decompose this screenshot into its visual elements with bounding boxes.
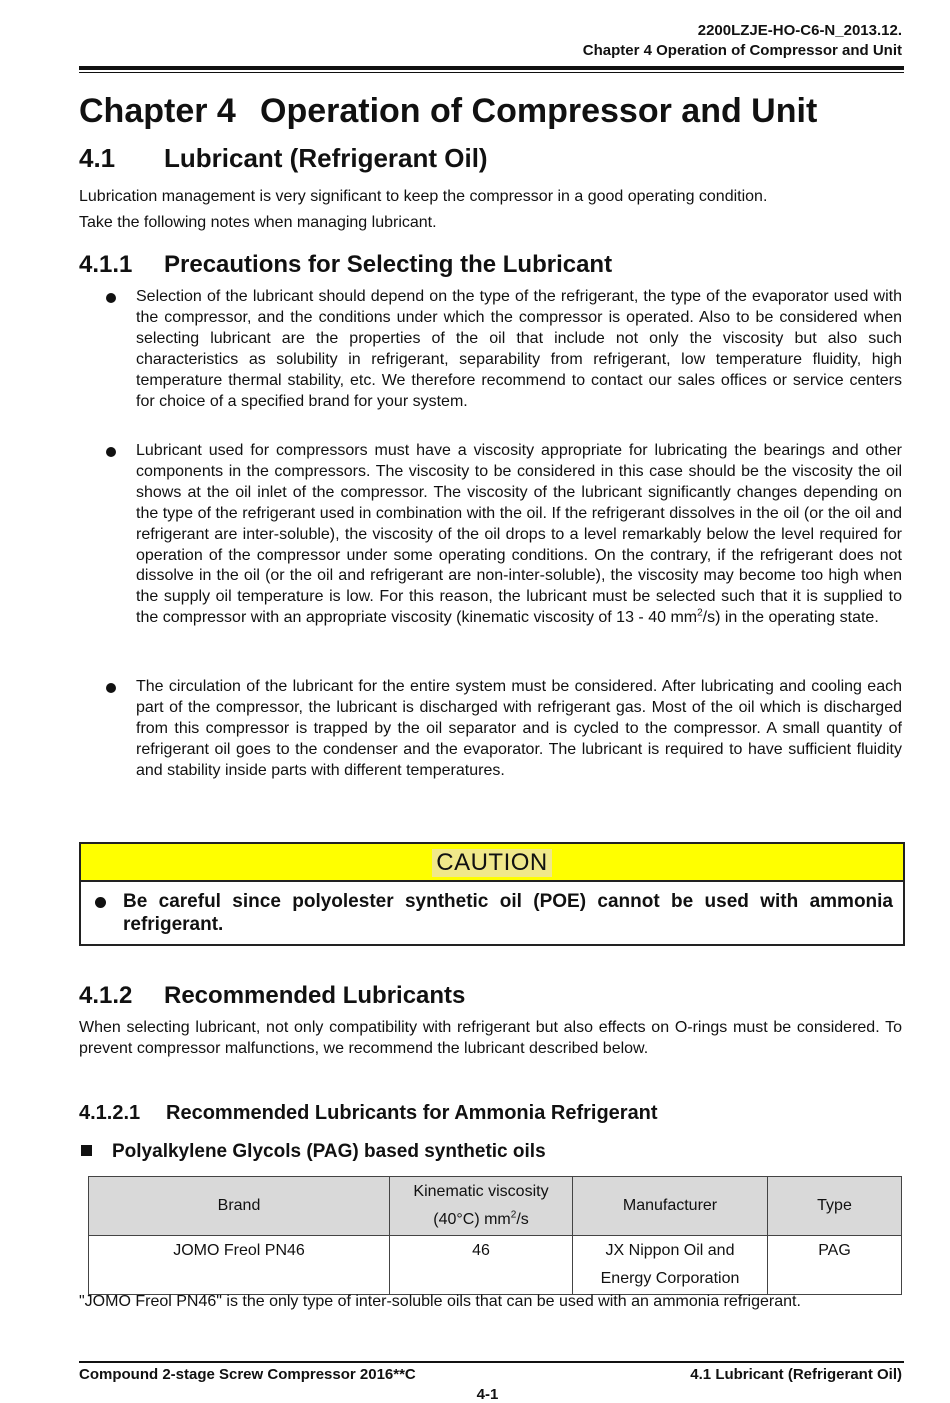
bullet-item: [106, 441, 902, 629]
section-heading-4-1-1: [79, 251, 612, 279]
section-title: Precautions for Selecting the Lubricant: [164, 251, 613, 278]
caution-header: [81, 844, 903, 882]
table-header-row: [89, 1177, 902, 1236]
column-header-manufacturer: Manufacturer: [573, 1177, 768, 1236]
header-doc-code: 2200LZJE-HO-C6-N_2013.12.: [697, 22, 902, 39]
header-rule: [79, 66, 904, 70]
caution-body: [81, 882, 903, 936]
header-chapter-ref: Chapter 4 Operation of Compressor and Unit: [582, 42, 902, 59]
intro-line-1: Lubrication management is very significant to keep the compressor in a good operating condition.: [79, 188, 768, 205]
footer-rule: [79, 1361, 904, 1363]
bullet-text: Selection of the lubricant should depend on the type of the refrigerant, the type of the evaporator used with the compressor, and the conditions under which the compressor is operated. Also to be considered when selecting lubricant are the properties of the oil that include not only the viscosity but also such characteristics as solubility in refrigerant, separability from refrigerant, low temperature fluidity, high temperature thermal stability, etc. We therefore recommend to contact our sales offices or service centers for choice of a specified brand for your system.: [136, 288, 902, 410]
section-number: 4.1.1: [79, 251, 133, 278]
manufacturer-line1: JX Nippon Oil and: [605, 1242, 735, 1259]
column-header-type: Type: [768, 1177, 902, 1236]
section-number: 4.1.2.1: [79, 1102, 141, 1124]
caution-box: [79, 842, 905, 946]
page-number: 4-1: [476, 1386, 499, 1403]
bullet-dot: [106, 447, 116, 457]
bullet-text: [136, 441, 902, 629]
column-header-brand: Brand: [89, 1177, 390, 1236]
chapter-title-text: Operation of Compressor and Unit: [260, 92, 818, 130]
viscosity-unit: (40°C) mm: [433, 1211, 511, 1228]
table-row: [89, 1236, 902, 1295]
caution-text: Be careful since polyolester synthetic oil (POE) cannot be used with ammonia refrigerant.: [123, 891, 893, 935]
bullet-text-end: /s) in the operating state.: [702, 609, 879, 627]
cell-brand: JOMO Freol PN46: [89, 1236, 390, 1295]
bullet-item: [106, 287, 902, 412]
cell-manufacturer: [573, 1236, 768, 1295]
header-rule-thin: [79, 72, 904, 73]
bullet-text: The circulation of the lubricant for the entire system must be considered. After lubricating and cooling each part of the compressor, the lubricant is discharged with refrigerant gas. Most of the oil which is discharged from this compressor is trapped by the oil separator and is cycled to the compressor. A small quantity of refrigerant oil goes to the condenser and the evaporator. The lubricant is required to have sufficient fluidity and stability inside parts with different temperatures.: [136, 678, 902, 779]
section-heading-4-1-2-1: [79, 1102, 658, 1125]
cell-viscosity: 46: [390, 1236, 573, 1295]
lubricant-table: [88, 1176, 902, 1295]
manufacturer-line2: Energy Corporation: [600, 1270, 740, 1287]
viscosity-header-line2: [391, 1206, 571, 1234]
viscosity-unit-suffix: /s: [516, 1211, 529, 1228]
caution-label: CAUTION: [432, 849, 552, 877]
footer-section: 4.1 Lubricant (Refrigerant Oil): [690, 1366, 902, 1383]
superscript: 2: [697, 607, 703, 619]
section-heading-4-1: [79, 143, 488, 174]
section-number: 4.1: [79, 143, 116, 173]
table-note: "JOMO Freol PN46" is the only type of inter-soluble oils that can be used with an ammonia refrigerant.: [79, 1293, 801, 1310]
section-title: Recommended Lubricants: [164, 982, 466, 1009]
chapter-title: [79, 92, 817, 131]
bullet-text-main: Lubricant used for compressors must have a viscosity appropriate for lubricating the bearings and other components in the compressors. The viscosity to be considered in this case should be the viscosity the oil shows at the oil inlet of the compressor. The viscosity of the lubricant significantly changes depending on the type of the refrigerant used in combination with the oil. If the refrigerant dissolves in the oil (or the oil and refrigerant are inter-soluble), the viscosity of the oil drops to a level remarkably below the level required for operation of the compressor under some operating conditions. On the contrary, if the refrigerant does not dissolve in the oil (or the oil and refrigerant are non-inter-soluble), the viscosity may become too high when the supply oil temperature is low. For this reason, the lubricant must be selected such that it is supplied to the compressor with an appropriate viscosity (kinematic viscosity of 13 - 40 mm: [136, 442, 902, 627]
superscript: 2: [510, 1209, 517, 1221]
square-bullet: [81, 1145, 92, 1156]
section-title: Lubricant (Refrigerant Oil): [164, 143, 488, 173]
bullet-dot: [106, 293, 116, 303]
column-header-viscosity: [390, 1177, 573, 1236]
oil-type-subheading: [79, 1141, 546, 1163]
chapter-number: Chapter 4: [79, 92, 236, 130]
footer-product: Compound 2-stage Screw Compressor 2016**C: [79, 1366, 416, 1383]
cell-type: PAG: [768, 1236, 902, 1295]
intro-line-2: Take the following notes when managing lubricant.: [79, 214, 437, 231]
section-number: 4.1.2: [79, 982, 133, 1009]
section-heading-4-1-2: [79, 982, 465, 1010]
intro-paragraph: [79, 184, 902, 236]
subheading-text: Polyalkylene Glycols (PAG) based synthetic oils: [112, 1141, 546, 1162]
bullet-dot: [106, 683, 116, 693]
section-title: Recommended Lubricants for Ammonia Refrigerant: [166, 1102, 658, 1124]
recommended-paragraph: When selecting lubricant, not only compatibility with refrigerant but also effects on O-rings must be considered. To prevent compressor malfunctions, we recommend the lubricant described below.: [79, 1019, 902, 1057]
viscosity-header-line1: Kinematic viscosity: [413, 1183, 549, 1200]
bullet-item: [106, 677, 902, 782]
bullet-dot: [95, 897, 106, 908]
